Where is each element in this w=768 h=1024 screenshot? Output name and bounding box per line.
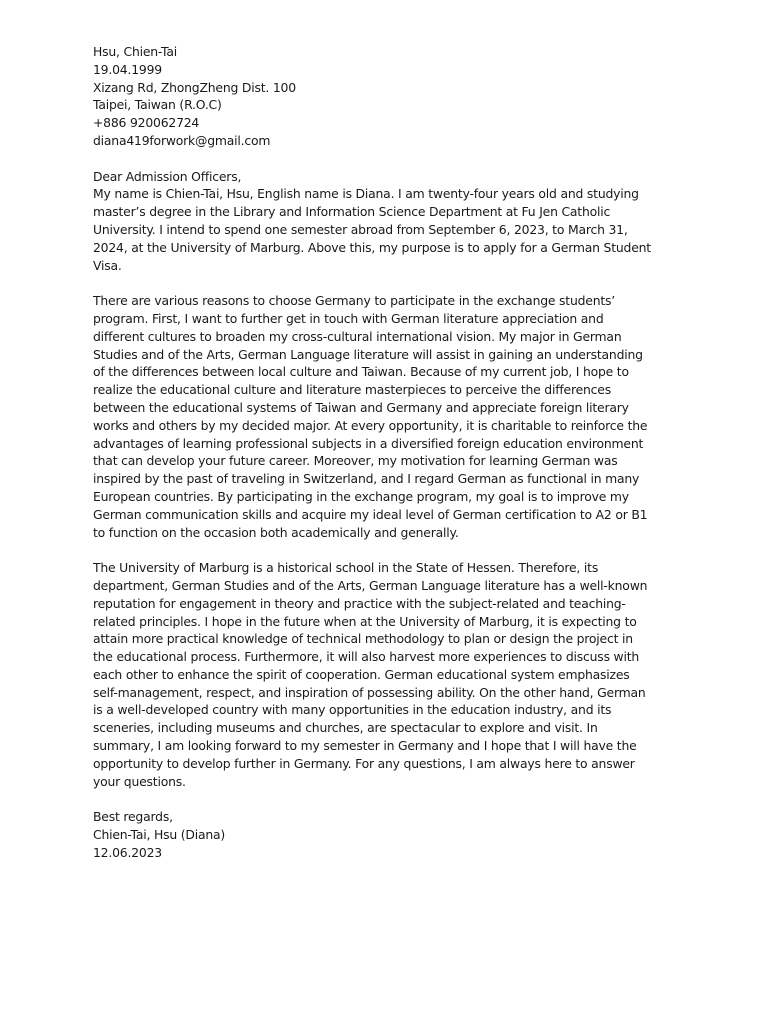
paragraph-line: 2024, at the University of Marburg. Above this, my purpose is to apply for a German Student xyxy=(93,239,651,255)
sender-phone: +886 920062724 xyxy=(93,115,200,131)
paragraph-intro xyxy=(93,185,683,274)
salutation: Dear Admission Officers, xyxy=(93,168,242,184)
sender-birthdate: 19.04.1999 xyxy=(93,61,162,77)
paragraph-line: each other to enhance the spirit of cooperation. German educational system emphasizes xyxy=(93,666,630,682)
sender-street: Xizang Rd, ZhongZheng Dist. 100 xyxy=(93,79,296,95)
closing-date: 12.06.2023 xyxy=(93,844,162,860)
paragraph-line: There are various reasons to choose Germany to participate in the exchange students’ xyxy=(93,293,616,309)
paragraph-line: opportunity to develop further in Germany. For any questions, I am always here to answer xyxy=(93,755,635,771)
paragraph-reasons xyxy=(93,292,683,541)
spacer xyxy=(93,274,683,292)
paragraph-line: to function on the occasion both academically and generally. xyxy=(93,524,459,540)
paragraph-line: inspired by the past of traveling in Switzerland, and I regard German as functional in many xyxy=(93,471,640,487)
spacer xyxy=(93,150,683,168)
letter-body xyxy=(93,43,683,862)
paragraph-line: related principles. I hope in the future when at the University of Marburg, it is expecting to xyxy=(93,613,637,629)
spacer xyxy=(93,790,683,808)
paragraph-line: German communication skills and acquire my ideal level of German certification to A2 or B1 xyxy=(93,506,648,522)
paragraph-line: of the differences between local culture and Taiwan. Because of my current job, I hope to xyxy=(93,364,629,380)
paragraph-line: summary, I am looking forward to my semester in Germany and I hope that I will have the xyxy=(93,738,637,754)
paragraph-line: University. I intend to spend one semester abroad from September 6, 2023, to March 31, xyxy=(93,221,628,237)
paragraph-line: The University of Marburg is a historical school in the State of Hessen. Therefore, its xyxy=(93,560,599,576)
paragraph-line: program. First, I want to further get in touch with German literature appreciation and xyxy=(93,310,604,326)
sender-email: diana419forwork@gmail.com xyxy=(93,132,271,148)
signature-name: Chien-Tai, Hsu (Diana) xyxy=(93,827,226,843)
paragraph-line: master’s degree in the Library and Information Science Department at Fu Jen Catholic xyxy=(93,204,611,220)
closing-regards: Best regards, xyxy=(93,809,173,825)
sender-name: Hsu, Chien-Tai xyxy=(93,44,178,59)
paragraph-line: department, German Studies and of the Arts, German Language literature has a well-known xyxy=(93,577,648,593)
paragraph-line: My name is Chien-Tai, Hsu, English name is Diana. I am twenty-four years old and studying xyxy=(93,186,639,202)
spacer xyxy=(93,541,683,559)
paragraph-line: works and others by my decided major. At every opportunity, it is charitable to reinforce the xyxy=(93,417,648,433)
paragraph-line: attain more practical knowledge of technical methodology to plan or design the project in xyxy=(93,631,633,647)
paragraph-line: different cultures to broaden my cross-cultural international vision. My major in German xyxy=(93,328,622,344)
paragraph-line: that can develop your future career. Moreover, my motivation for learning German was xyxy=(93,453,618,469)
paragraph-line: European countries. By participating in the exchange program, my goal is to improve my xyxy=(93,488,629,504)
paragraph-line: advantages of learning professional subjects in a diversified foreign education environment xyxy=(93,435,644,451)
paragraph-line: Visa. xyxy=(93,257,122,273)
sender-city: Taipei, Taiwan (R.O.C) xyxy=(93,97,222,113)
paragraph-line: self-management, respect, and inspiration of possessing ability. On the other hand, German xyxy=(93,684,646,700)
paragraph-line: your questions. xyxy=(93,773,186,789)
paragraph-line: between the educational systems of Taiwan and Germany and appreciate foreign literary xyxy=(93,399,629,415)
paragraph-line: sceneries, including museums and churches, are spectacular to explore and visit. In xyxy=(93,720,598,736)
paragraph-line: Studies and of the Arts, German Language literature will assist in gaining an understanding xyxy=(93,346,643,362)
paragraph-line: reputation for engagement in theory and practice with the subject-related and teaching- xyxy=(93,595,626,611)
closing-block xyxy=(93,808,683,861)
paragraph-line: realize the educational culture and literature masterpieces to perceive the differences xyxy=(93,382,611,398)
paragraph-line: the educational process. Furthermore, it will also harvest more experiences to discuss with xyxy=(93,649,640,665)
sender-address-block xyxy=(93,43,683,150)
paragraph-line: is a well-developed country with many opportunities in the education industry, and its xyxy=(93,702,612,718)
paragraph-marburg xyxy=(93,559,683,790)
